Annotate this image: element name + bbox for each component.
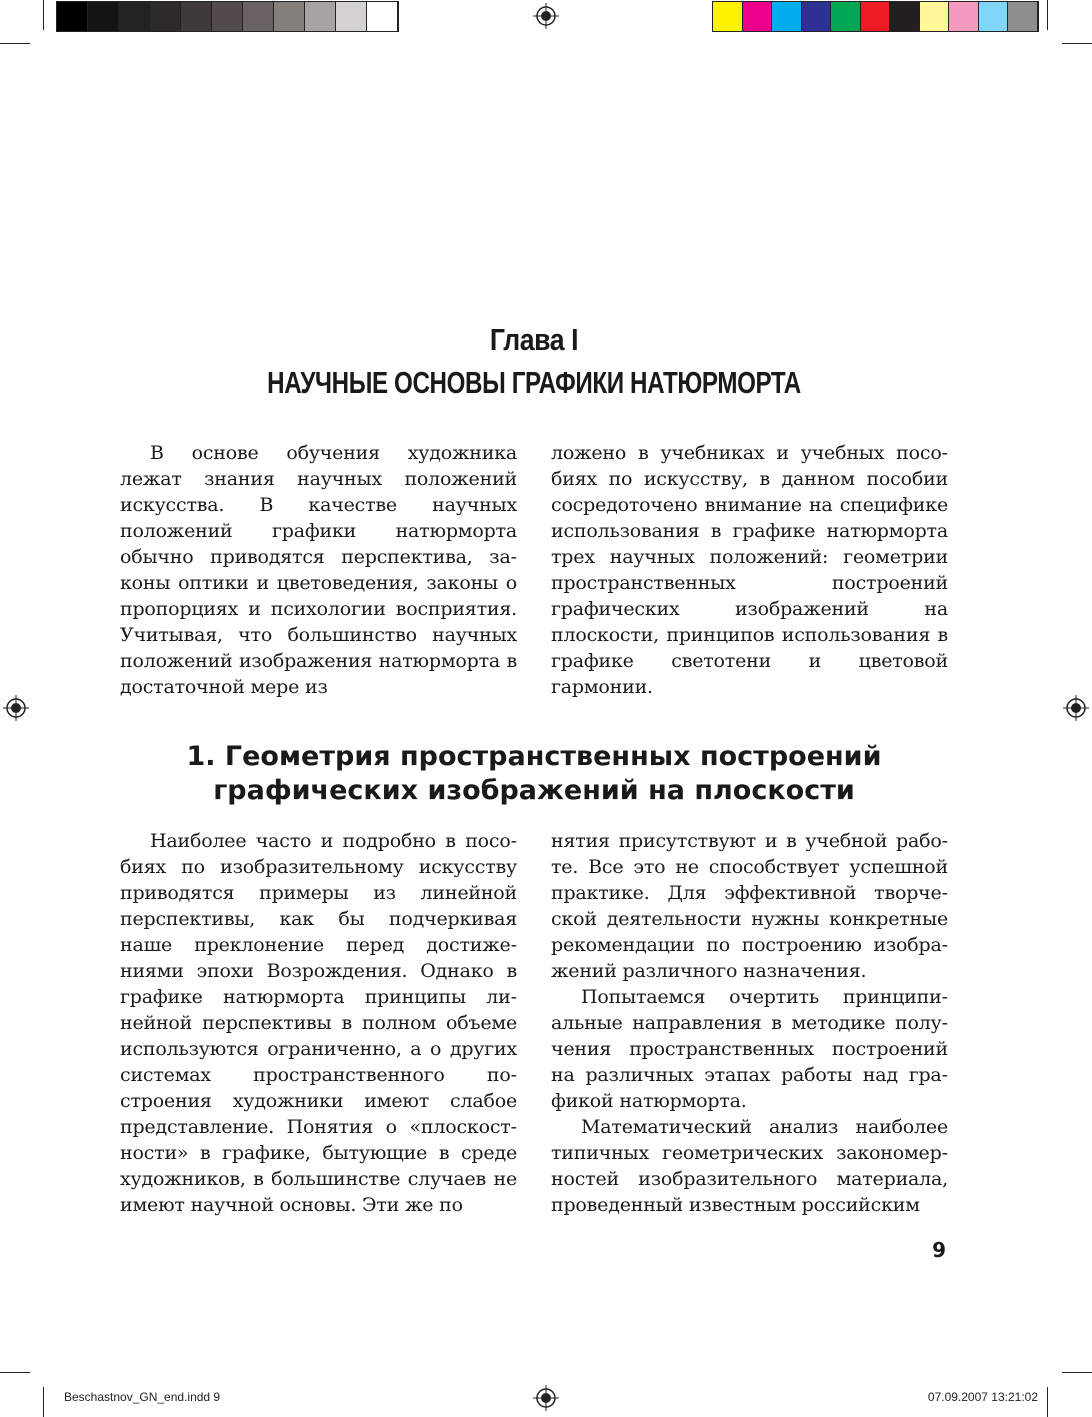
grayscale-swatch [150,2,181,31]
intro-left-paragraph: В основе обучения художника лежат знания научных положений искусства. В качестве научных положений графики натюрморта обычно приводятся перспектива, законы оптики и цветоведения, законы о пропорциях и психологии восприятия. Учитывая, что большинство научных положений изображения натюрморта в достаточной мере из [120,442,517,698]
slug-datetime: 07.09.2007 13:21:02 [927,1390,1038,1404]
crop-mark [0,43,30,44]
registration-mark-icon [533,3,559,29]
grayscale-swatch [243,2,274,31]
registration-mark-icon [1063,695,1089,721]
section-right-column [551,828,948,1218]
color-swatch [772,2,802,31]
section-title-line: 1. Геометрия пространственных построений [186,741,882,772]
crop-mark [1062,43,1092,44]
grayscale-swatch [274,2,305,31]
intro-right-paragraph: ложено в учебниках и учебных пособиях по искусству, в данном пособии сосредоточено внимание на специфике использования в графике натюрморта трех научных положений: геометрии пространственных построений графических изображений на плоскости, принципов использования в графике светотени и цветовой гармонии. [551,442,948,698]
color-swatch [979,2,1009,31]
grayscale-swatch [119,2,150,31]
crop-mark [1047,1387,1048,1417]
grayscale-calibration-bar [56,1,399,32]
color-swatch [949,2,979,31]
grayscale-swatch [212,2,243,31]
color-swatch [1008,2,1038,31]
registration-mark-icon [533,1385,559,1411]
color-swatch [890,2,920,31]
section-left-paragraph: Наиболее часто и подробно в пособиях по изобразительному искусству приводятся примеры из линейной перспективы, как бы подчеркивая наше преклонение перед достижениями эпохи Возрождения. Однако в графике натюрморта принципы линейной перспективы в полном объеме используются ограниченно, а о других системах пространственного построения художники имеют слабое представление. Понятия о «плоскостности» в графике, бытующие в среде художников, в большинстве случаев не имеют научной основы. Эти же по [120,830,517,1216]
section-title-line: графических изображений на плоскости [213,775,855,806]
grayscale-swatch [367,2,398,31]
intro-right-column [551,440,948,700]
chapter-title: НАУЧНЫЕ ОСНОВЫ ГРАФИКИ НАТЮРМОРТА [267,365,801,400]
section-right-paragraph: Математический анализ наиболее типичных геометрических закономерностей изобразительного материала, проведенный известным российским [551,1116,948,1216]
color-calibration-bar [712,1,1039,32]
registration-mark-icon [3,695,29,721]
grayscale-swatch [181,2,212,31]
color-swatch [713,2,743,31]
color-swatch [743,2,773,31]
chapter-label: Глава I [489,322,579,357]
crop-mark [43,1387,44,1417]
color-swatch [831,2,861,31]
grayscale-swatch [88,2,119,31]
grayscale-swatch [305,2,336,31]
color-swatch [802,2,832,31]
color-swatch [861,2,891,31]
section-right-paragraph: Попытаемся очертить принципиальные направления в методике получения пространственных построений на различных этапах работы над графикой натюрморта. [551,986,948,1112]
slug-file-name: Beschastnov_GN_end.indd 9 [64,1390,221,1404]
section-title [120,740,948,808]
section-right-paragraph: нятия присутствуют и в учебной работе. Все это не способствует успешной практике. Для эффективной творческой деятельности нужны конкретные рекомендации по построению изображений различного назначения. [551,830,948,982]
section-left-column [120,828,517,1218]
crop-mark [1062,1372,1092,1373]
crop-mark [1047,0,1048,30]
grayscale-swatch [57,2,88,31]
intro-left-column [120,440,517,700]
color-swatch [920,2,950,31]
crop-mark [0,1372,30,1373]
grayscale-swatch [336,2,367,31]
crop-mark [43,0,44,30]
page-number: 9 [932,1238,946,1262]
